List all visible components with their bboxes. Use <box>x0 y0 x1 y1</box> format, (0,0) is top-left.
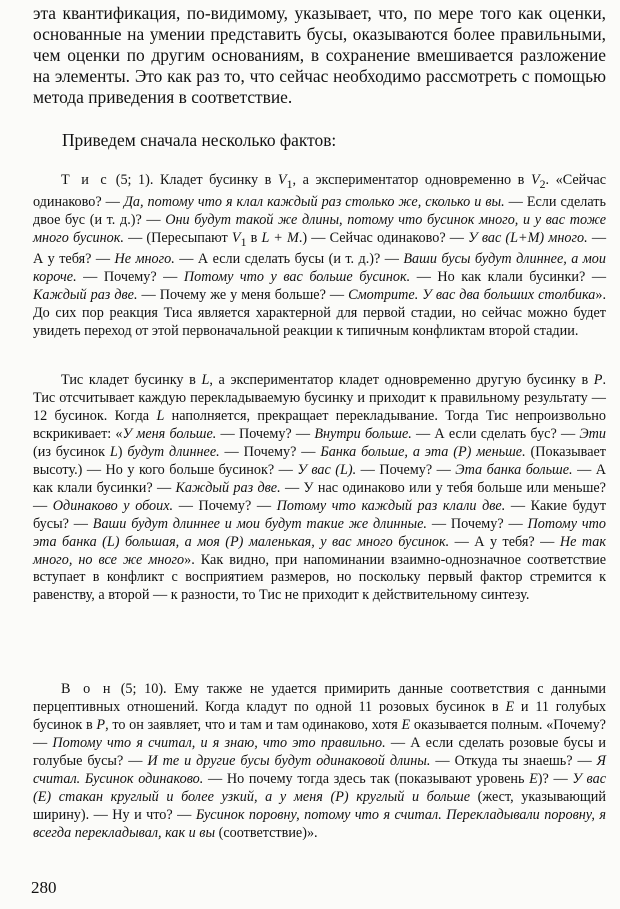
italic-run: Одинаково у обоих. <box>52 497 174 514</box>
text-run: — Какие будут бусы? — <box>33 497 607 532</box>
text-run: — А у тебя? — <box>449 533 560 550</box>
text-run: (5; 1). Кладет бусинку в <box>109 172 278 188</box>
italic-run: L + M <box>261 229 299 246</box>
italic-run: L <box>109 443 118 460</box>
italic-run: Банка больше, а эта (P) меньше. <box>320 443 526 460</box>
text-run: — Почему? — <box>76 269 184 286</box>
italic-run: Эти <box>579 425 606 442</box>
italic-run: P <box>593 372 603 388</box>
text-run: , то он заявляет, что и там и там одинаково, хотя <box>105 716 402 733</box>
text-run: ». До сих пор реакция Тиса является характерной для первой стадии, но сейчас можно будет увидеть переход от этой первоначальной реакции к типичным конфликтам второй стадии. <box>33 287 606 340</box>
italic-run: Эта банка больше. <box>455 461 573 478</box>
italic-run: Я считал. Бусинок одинаково. <box>33 752 606 787</box>
intro-paragraph <box>33 3 606 108</box>
text-run: — Почему же у меня больше? — <box>137 287 349 304</box>
text-run: (жест, указывающий ширину). — Ну и что? — <box>33 788 606 823</box>
italic-run: У меня больше. <box>122 425 217 442</box>
text-run: ) <box>117 443 128 460</box>
text-run: . «Сейчас одинаково? — <box>33 172 606 210</box>
text-run: , а экспериментатор одновременно в <box>292 172 531 188</box>
italic-run: Внутри больше. <box>314 425 412 442</box>
text-run: оказывается полным. «Почему? — <box>33 716 606 751</box>
text-run: — Почему? — <box>426 515 528 532</box>
italic-run: P <box>96 716 106 733</box>
text-run: .) — Сейчас одинаково? — <box>298 229 469 246</box>
text-run: — Почему? — <box>173 497 277 514</box>
text-run: — Но как клали бусинки? — <box>410 269 607 286</box>
paragraph-von <box>33 681 606 843</box>
italic-run: будут длиннее. <box>127 443 220 460</box>
italic-run: Ваши бусы будут длиннее, а мои короче. <box>33 251 606 286</box>
text-run: в <box>246 229 262 246</box>
italic-run: Не много. <box>114 251 175 268</box>
text-run: Тис кладет бусинку в <box>61 372 202 388</box>
subject-name: Т и с <box>61 172 110 188</box>
italic-run: У вас (E) стакан круглый и более узкий, а у меня (P) круглый и больше <box>33 770 607 805</box>
italic-run: Да, потому что я клал каждый раз столько же, сколько и вы. <box>123 193 505 210</box>
italic-run: У вас (L+M) много. <box>468 229 588 246</box>
italic-run: E <box>401 716 411 733</box>
italic-run: Каждый раз две. <box>33 287 138 304</box>
italic-run: Потому что каждый раз клали две. <box>276 497 506 514</box>
page-number: 280 <box>31 878 57 897</box>
italic-run: И те и другие бусы будут одинаковой длины. <box>147 752 431 769</box>
italic-run: Потому что я считал, и я знаю, что это правильно. <box>52 734 386 751</box>
text-run: — А как клали бусинки? — <box>33 461 606 496</box>
text-run: — Откуда ты знаешь? — <box>430 752 597 769</box>
text-run: — Почему? — <box>356 461 456 478</box>
italic-run: Смотрите. У вас два больших столбика <box>348 287 596 304</box>
text-run: (5; 10). Ему также не удается примирить данные соответствия с данными перцептивных отношений. Когда кладут по одной 11 розовых бусинок в <box>33 681 606 715</box>
italic-run: V <box>530 172 540 188</box>
italic-run: V <box>231 229 241 246</box>
italic-run: L <box>156 407 165 424</box>
italic-run: Бусинок поровну, потому что я считал. Перекладывали поровну, я всегда перекладывал, как и вы <box>33 806 606 841</box>
italic-run: Ваши будут длиннее и мои будут такие же длинные. <box>92 515 427 532</box>
text-run: — А если сделать розовые бусы и голубые бусы? — <box>33 734 607 769</box>
italic-run: Потому что эта банка (L) большая, а моя (P) маленькая, у вас много бусинок. <box>33 515 606 550</box>
text-run: — Почему? — <box>216 425 315 442</box>
italic-run: У вас (L). <box>297 461 357 478</box>
italic-run: Каждый раз две. <box>175 479 281 496</box>
subscript-run: 1 <box>240 234 247 249</box>
text-run: — (Пересыпают <box>123 229 232 246</box>
text-run: наполняется, прекращает перекладывание. Тогда Тис непроизвольно вскрикивает: « <box>33 407 606 442</box>
text-run: ». Как видно, при напоминании взаимно-однозначное соответствие вступает в конфликт с восприятием размеров, но поскольку первый фактор стремится к равенству, а второй — к разности, то Тис не приходит к действительному синтезу. <box>33 551 607 604</box>
text-run: )? — <box>537 770 573 787</box>
text-run: (из бусинок <box>33 443 110 460</box>
text-run: , а экспериментатор кладет одновременно другую бусинку в <box>209 372 594 388</box>
subscript-run: 1 <box>286 176 293 191</box>
paragraph-tis-2 <box>33 372 606 605</box>
text-run: — А если сделать бус? — <box>411 425 580 442</box>
intro-text: эта квантификация, по-видимому, указывает, что, по мере того как оценки, основанные на умении представить бусы, оказываются более правильными, чем оценки по другим основаниям, в сохранение вмешивается разложение на элементы. Это как раз то, что сейчас необходимо рассмотреть с помощью метода приведения в соответствие. <box>33 3 606 108</box>
italic-run: V <box>277 172 287 188</box>
intro-lead-sentence: Приведем сначала несколько фактов: <box>62 130 337 150</box>
paragraph-tis-1 <box>33 172 606 341</box>
text-run: — Но почему тогда здесь так (показывают уровень <box>203 770 530 787</box>
text-run: (соответствие)». <box>215 824 318 841</box>
italic-run: E <box>505 698 515 715</box>
subscript-run: 2 <box>539 176 546 191</box>
italic-run: Потому что у вас больше бусинок. <box>183 269 411 286</box>
text-run: — А у тебя? — <box>33 229 607 268</box>
text-run: . Тис отсчитывает каждую перекладываемую бусинку и приходит к правильному результату — 12 бусинок. Когда <box>33 372 606 424</box>
text-run: — У нас одинаково или у тебя больше или меньше? — <box>33 479 606 514</box>
text-run: — Если сделать двое бус (и т. д.)? — <box>33 193 606 228</box>
text-run: — А если сделать бусы (и т. д.)? — <box>174 251 404 268</box>
text-run: и 11 голубых бусинок в <box>33 698 606 733</box>
subject-name: В о н <box>61 681 114 697</box>
italic-run: Они будут такой же длины, потому что бусинок много, и у вас тоже много бусинок. <box>33 211 606 246</box>
text-run: (Показывает высоту.) — Но у кого больше бусинок? — <box>33 443 606 478</box>
text-run: — Почему? — <box>219 443 321 460</box>
italic-run: L <box>201 372 210 388</box>
italic-run: Не так много, но все же много <box>33 533 606 568</box>
italic-run: E <box>529 770 538 787</box>
